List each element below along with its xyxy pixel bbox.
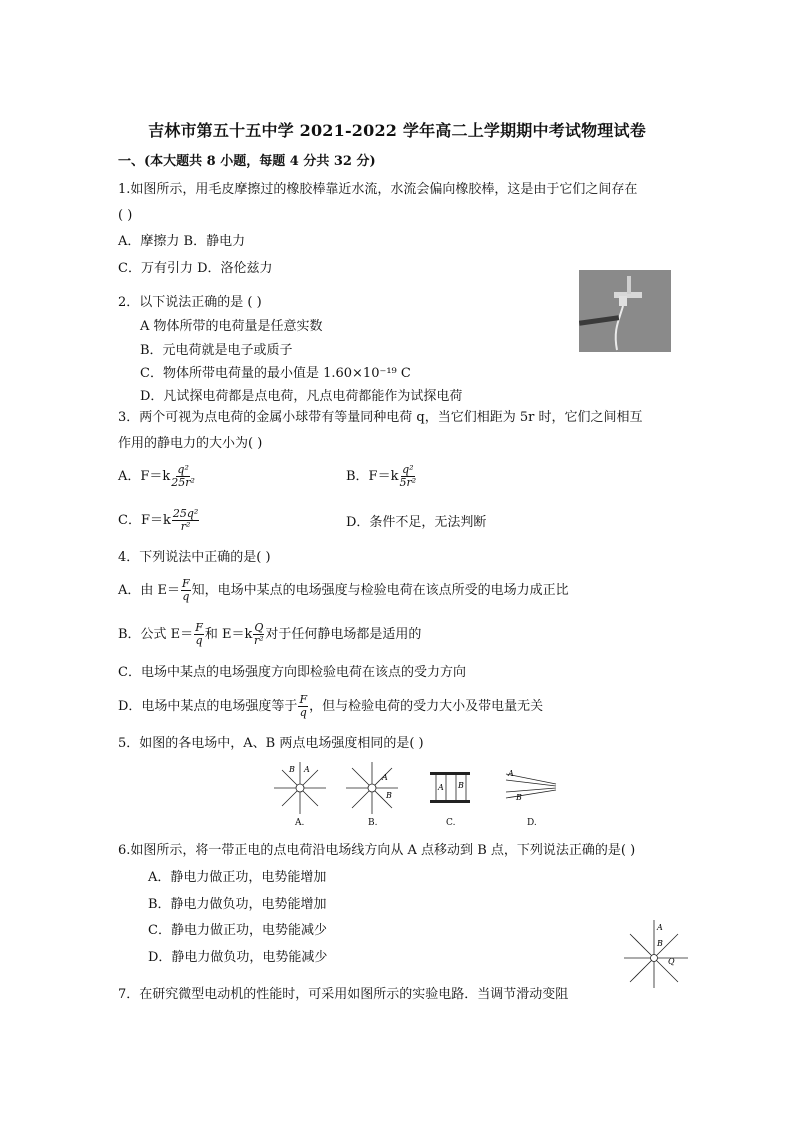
q3-option-c: C．F＝k $\frac{\text{25q²}}{\text{r²}}$ [118, 507, 199, 534]
q1-stem-line2: ( ) [118, 208, 133, 223]
q5d-point-b-label: B [516, 793, 522, 802]
q3-option-a: A．F＝k $\frac{\text{q²}}{\text{25r²}}$ [118, 463, 195, 490]
q4-option-b: B．公式 E＝ $\frac{F}{q}$ 和 E＝k $\frac{Q}{\text{r²}}$ 对于任何静电场都是适用的 [118, 621, 422, 648]
q5-caption-c: C. [446, 818, 456, 828]
q4-stem: 4．下列说法中正确的是( ) [118, 550, 271, 565]
q2-option-b: B．元电荷就是电子或质子 [140, 343, 293, 358]
q5a-point-a-label: A [304, 765, 310, 774]
page-title: 吉林市第五十五中学 2021-2022 学年高二上学期期中考试物理试卷 [148, 121, 646, 140]
q5a-point-b-label: B [289, 765, 295, 774]
q4-option-a: A．由 E＝ $\frac{F}{q}$ 知，电场中某点的电场强度与检验电荷在该点所受的电场力成正比 [118, 577, 569, 604]
section-heading: 一、(本大题共 8 小题，每题 4 分共 32 分) [118, 154, 376, 169]
q5-figure-a [270, 760, 330, 816]
q7-stem: 7．在研究微型电动机的性能时，可采用如图所示的实验电路．当调节滑动变阻 [118, 987, 569, 1002]
q5b-point-a-label: A [382, 773, 388, 782]
q6-stem: 6.如图所示，将一带正电的点电荷沿电场线方向从 A 点移动到 B 点，下列说法正确的是( ) [118, 843, 636, 858]
q6-option-b: B．静电力做负功，电势能增加 [148, 897, 327, 912]
q6-charge-q-label: Q [668, 957, 675, 966]
q5c-point-b-label: B [458, 781, 464, 790]
q2-option-a: A 物体所带的电荷量是任意实数 [140, 319, 323, 334]
q5-caption-b: B. [368, 818, 378, 828]
q2-option-c: C．物体所带电荷量的最小值是 1.60×10⁻¹⁹ C [140, 366, 411, 381]
q5-caption-d: D. [527, 818, 537, 828]
q5-figure-c [426, 768, 474, 808]
q3-option-d: D．条件不足，无法判断 [346, 515, 487, 530]
rubber-rod-water-photo [579, 270, 671, 352]
q5-figure-b [342, 760, 402, 816]
q2-stem: 2．以下说法正确的是 ( ) [118, 295, 262, 310]
q1-options-cd: C．万有引力 D．洛伦兹力 [118, 261, 273, 276]
q1-options-ab: A．摩擦力 B．静电力 [118, 234, 246, 249]
q6-option-a: A．静电力做正功，电势能增加 [148, 870, 327, 885]
q5-stem: 5．如图的各电场中，A、B 两点电场强度相同的是( ) [118, 736, 424, 751]
q5c-point-a-label: A [438, 783, 444, 792]
q4-option-d: D．电场中某点的电场强度等于 $\frac{F}{q}$ ，但与检验电荷的受力大小及带电量无关 [118, 693, 544, 720]
q5-caption-a: A. [295, 818, 305, 828]
q3-stem-line1: 3．两个可视为点电荷的金属小球带有等量同种电荷 q，当它们相距为 5r 时，它们之间相互 [118, 410, 643, 425]
q6-point-b-label: B [657, 939, 663, 948]
q6-point-a-label: A [657, 923, 663, 932]
q3-stem-line2: 作用的静电力的大小为( ) [118, 436, 263, 451]
q6-option-d: D．静电力做负功，电势能减少 [148, 950, 328, 965]
q5b-point-b-label: B [386, 791, 392, 800]
q5-figure-d [504, 766, 558, 806]
q3-option-b: B．F＝k $\frac{\text{q²}}{\text{5r²}}$ [346, 463, 417, 490]
q6-option-c: C．静电力做正功，电势能减少 [148, 923, 327, 938]
q4-option-c: C．电场中某点的电场强度方向即检验电荷在该点的受力方向 [118, 665, 466, 680]
q2-option-d: D．凡试探电荷都是点电荷，凡点电荷都能作为试探电荷 [140, 389, 463, 404]
q1-stem-line1: 1.如图所示，用毛皮摩擦过的橡胶棒靠近水流，水流会偏向橡胶棒，这是由于它们之间存在 [118, 182, 638, 197]
q6-field-figure [622, 918, 696, 990]
q5d-point-a-label: A [508, 769, 514, 778]
